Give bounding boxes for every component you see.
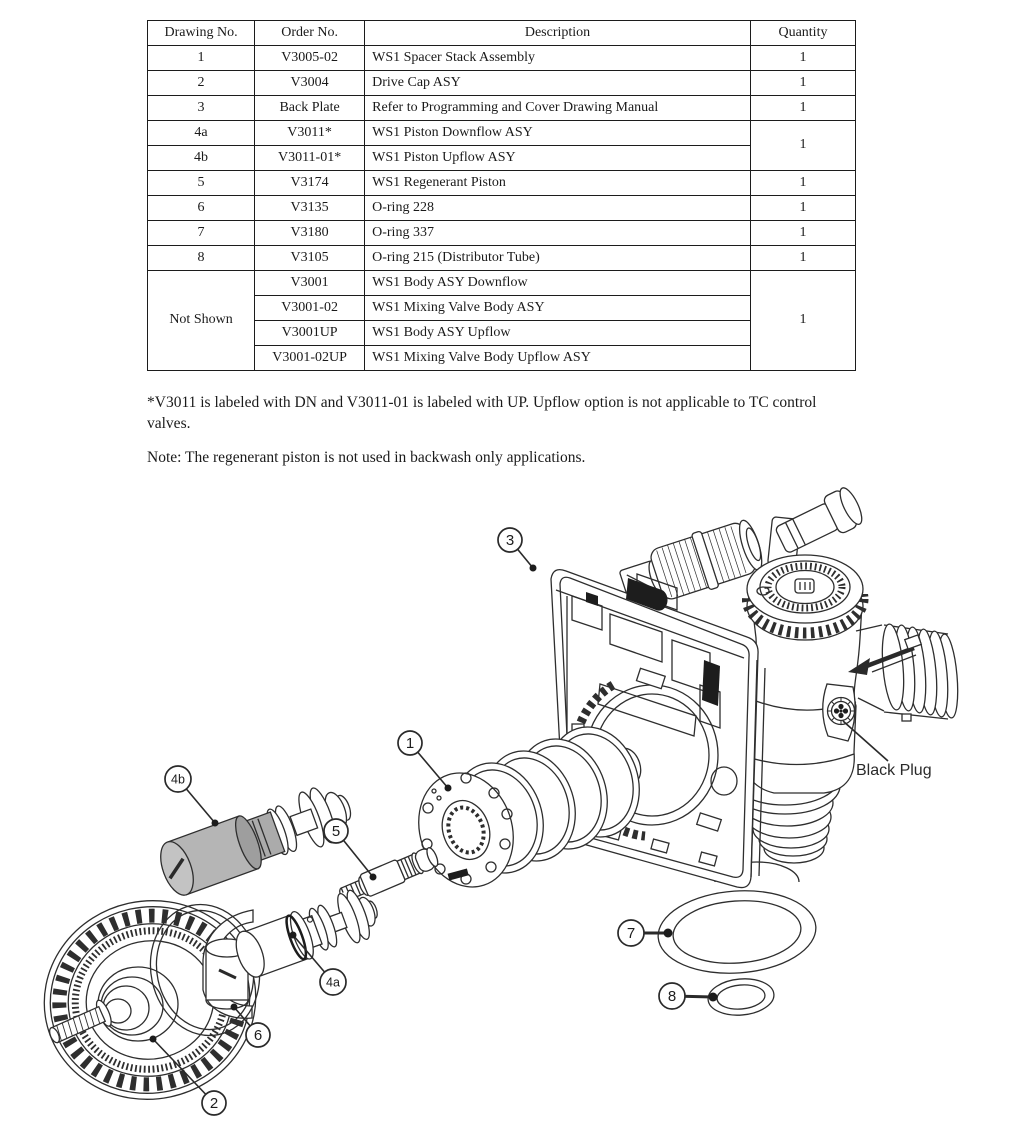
- cell-qty: 1: [750, 171, 855, 196]
- cell-order: V3011*: [255, 121, 365, 146]
- cell-drawing: 7: [148, 221, 255, 246]
- header-order-no: Order No.: [255, 21, 365, 46]
- cell-drawing-not-shown: Not Shown: [148, 271, 255, 371]
- cell-qty-merged: 1: [750, 271, 855, 371]
- table-row: [148, 346, 856, 371]
- cell-desc: O-ring 228: [365, 196, 751, 221]
- cell-qty: 1: [750, 46, 855, 71]
- table-row: [148, 271, 856, 296]
- table-row: [148, 96, 856, 121]
- parts-table: [147, 20, 856, 371]
- callout-8: [659, 983, 718, 1009]
- cell-order: V3001-02UP: [255, 346, 365, 371]
- cell-desc: WS1 Piston Downflow ASY: [365, 121, 751, 146]
- callout-3-label: 3: [505, 532, 515, 549]
- table-row: [148, 196, 856, 221]
- oring-337-drawing: [655, 886, 818, 979]
- table-header-row: [148, 21, 856, 46]
- cell-drawing: 1: [148, 46, 255, 71]
- exploded-parts-diagram: [0, 478, 1012, 1126]
- cell-qty: 1: [750, 96, 855, 121]
- cell-order: V3004: [255, 71, 365, 96]
- cell-desc: WS1 Mixing Valve Body Upflow ASY: [365, 346, 751, 371]
- callout-5-label: 5: [331, 823, 341, 840]
- table-row: [148, 296, 856, 321]
- cell-qty: 1: [750, 246, 855, 271]
- cell-drawing: 6: [148, 196, 255, 221]
- black-plug-label: Black Plug: [856, 762, 932, 779]
- cell-qty: 1: [750, 196, 855, 221]
- header-drawing-no: Drawing No.: [148, 21, 255, 46]
- header-description: Description: [365, 21, 751, 46]
- table-row: [148, 321, 856, 346]
- cell-desc: WS1 Body ASY Upflow: [365, 321, 751, 346]
- cell-drawing: 4b: [148, 146, 255, 171]
- cell-desc: Refer to Programming and Cover Drawing Manual: [365, 96, 751, 121]
- cell-desc: WS1 Mixing Valve Body ASY: [365, 296, 751, 321]
- table-row: [148, 46, 856, 71]
- table-row: [148, 121, 856, 146]
- callout-3: [498, 528, 537, 572]
- cell-order: V3001-02: [255, 296, 365, 321]
- callout-7: [618, 920, 673, 946]
- callout-7-label: 7: [626, 925, 636, 942]
- table-row: [148, 71, 856, 96]
- callout-4b-label: 4b: [171, 772, 185, 787]
- callout-8-label: 8: [667, 988, 677, 1005]
- callout-1: [398, 731, 452, 792]
- callout-6-label: 6: [253, 1027, 263, 1044]
- cell-desc: WS1 Piston Upflow ASY: [365, 146, 751, 171]
- callout-4b: [165, 766, 219, 827]
- cell-order: V3001UP: [255, 321, 365, 346]
- piston-4a-drawing: [230, 884, 385, 983]
- callout-2-label: 2: [209, 1095, 219, 1112]
- spacer-stack-drawing: [404, 715, 653, 899]
- cell-drawing: 5: [148, 171, 255, 196]
- cell-order: V3001: [255, 271, 365, 296]
- cell-order: V3005-02: [255, 46, 365, 71]
- cell-drawing: 4a: [148, 121, 255, 146]
- cell-order: V3135: [255, 196, 365, 221]
- injector-cap-dial: [747, 555, 863, 640]
- table-row: [148, 246, 856, 271]
- cell-order: V3174: [255, 171, 365, 196]
- callout-5: [324, 819, 377, 881]
- cell-desc: Drive Cap ASY: [365, 71, 751, 96]
- cell-desc: WS1 Spacer Stack Assembly: [365, 46, 751, 71]
- black-plug: [823, 684, 855, 741]
- cell-desc: O-ring 337: [365, 221, 751, 246]
- table-row: [148, 146, 856, 171]
- cell-qty-merged: 1: [750, 121, 855, 171]
- cell-qty: 1: [750, 71, 855, 96]
- callout-4a-label: 4a: [326, 975, 340, 990]
- cell-desc: O-ring 215 (Distributor Tube): [365, 246, 751, 271]
- cell-order: V3180: [255, 221, 365, 246]
- cell-desc: WS1 Body ASY Downflow: [365, 271, 751, 296]
- cell-drawing: 3: [148, 96, 255, 121]
- cell-qty: 1: [750, 221, 855, 246]
- callout-1-label: 1: [405, 735, 415, 752]
- footnote-text: *V3011 is labeled with DN and V3011-01 is labeled with UP. Upflow option is not applicable to TC control valves.: [147, 394, 817, 432]
- cell-order: V3105: [255, 246, 365, 271]
- table-row: [148, 221, 856, 246]
- cell-order: V3011-01*: [255, 146, 365, 171]
- header-quantity: Quantity: [750, 21, 855, 46]
- black-plug-callout: [843, 721, 932, 779]
- cell-drawing: 2: [148, 71, 255, 96]
- regenerant-note-text: Note: The regenerant piston is not used in backwash only applications.: [147, 449, 586, 466]
- cell-order: Back Plate: [255, 96, 365, 121]
- table-row: [148, 171, 856, 196]
- cell-drawing: 8: [148, 246, 255, 271]
- cell-desc: WS1 Regenerant Piston: [365, 171, 751, 196]
